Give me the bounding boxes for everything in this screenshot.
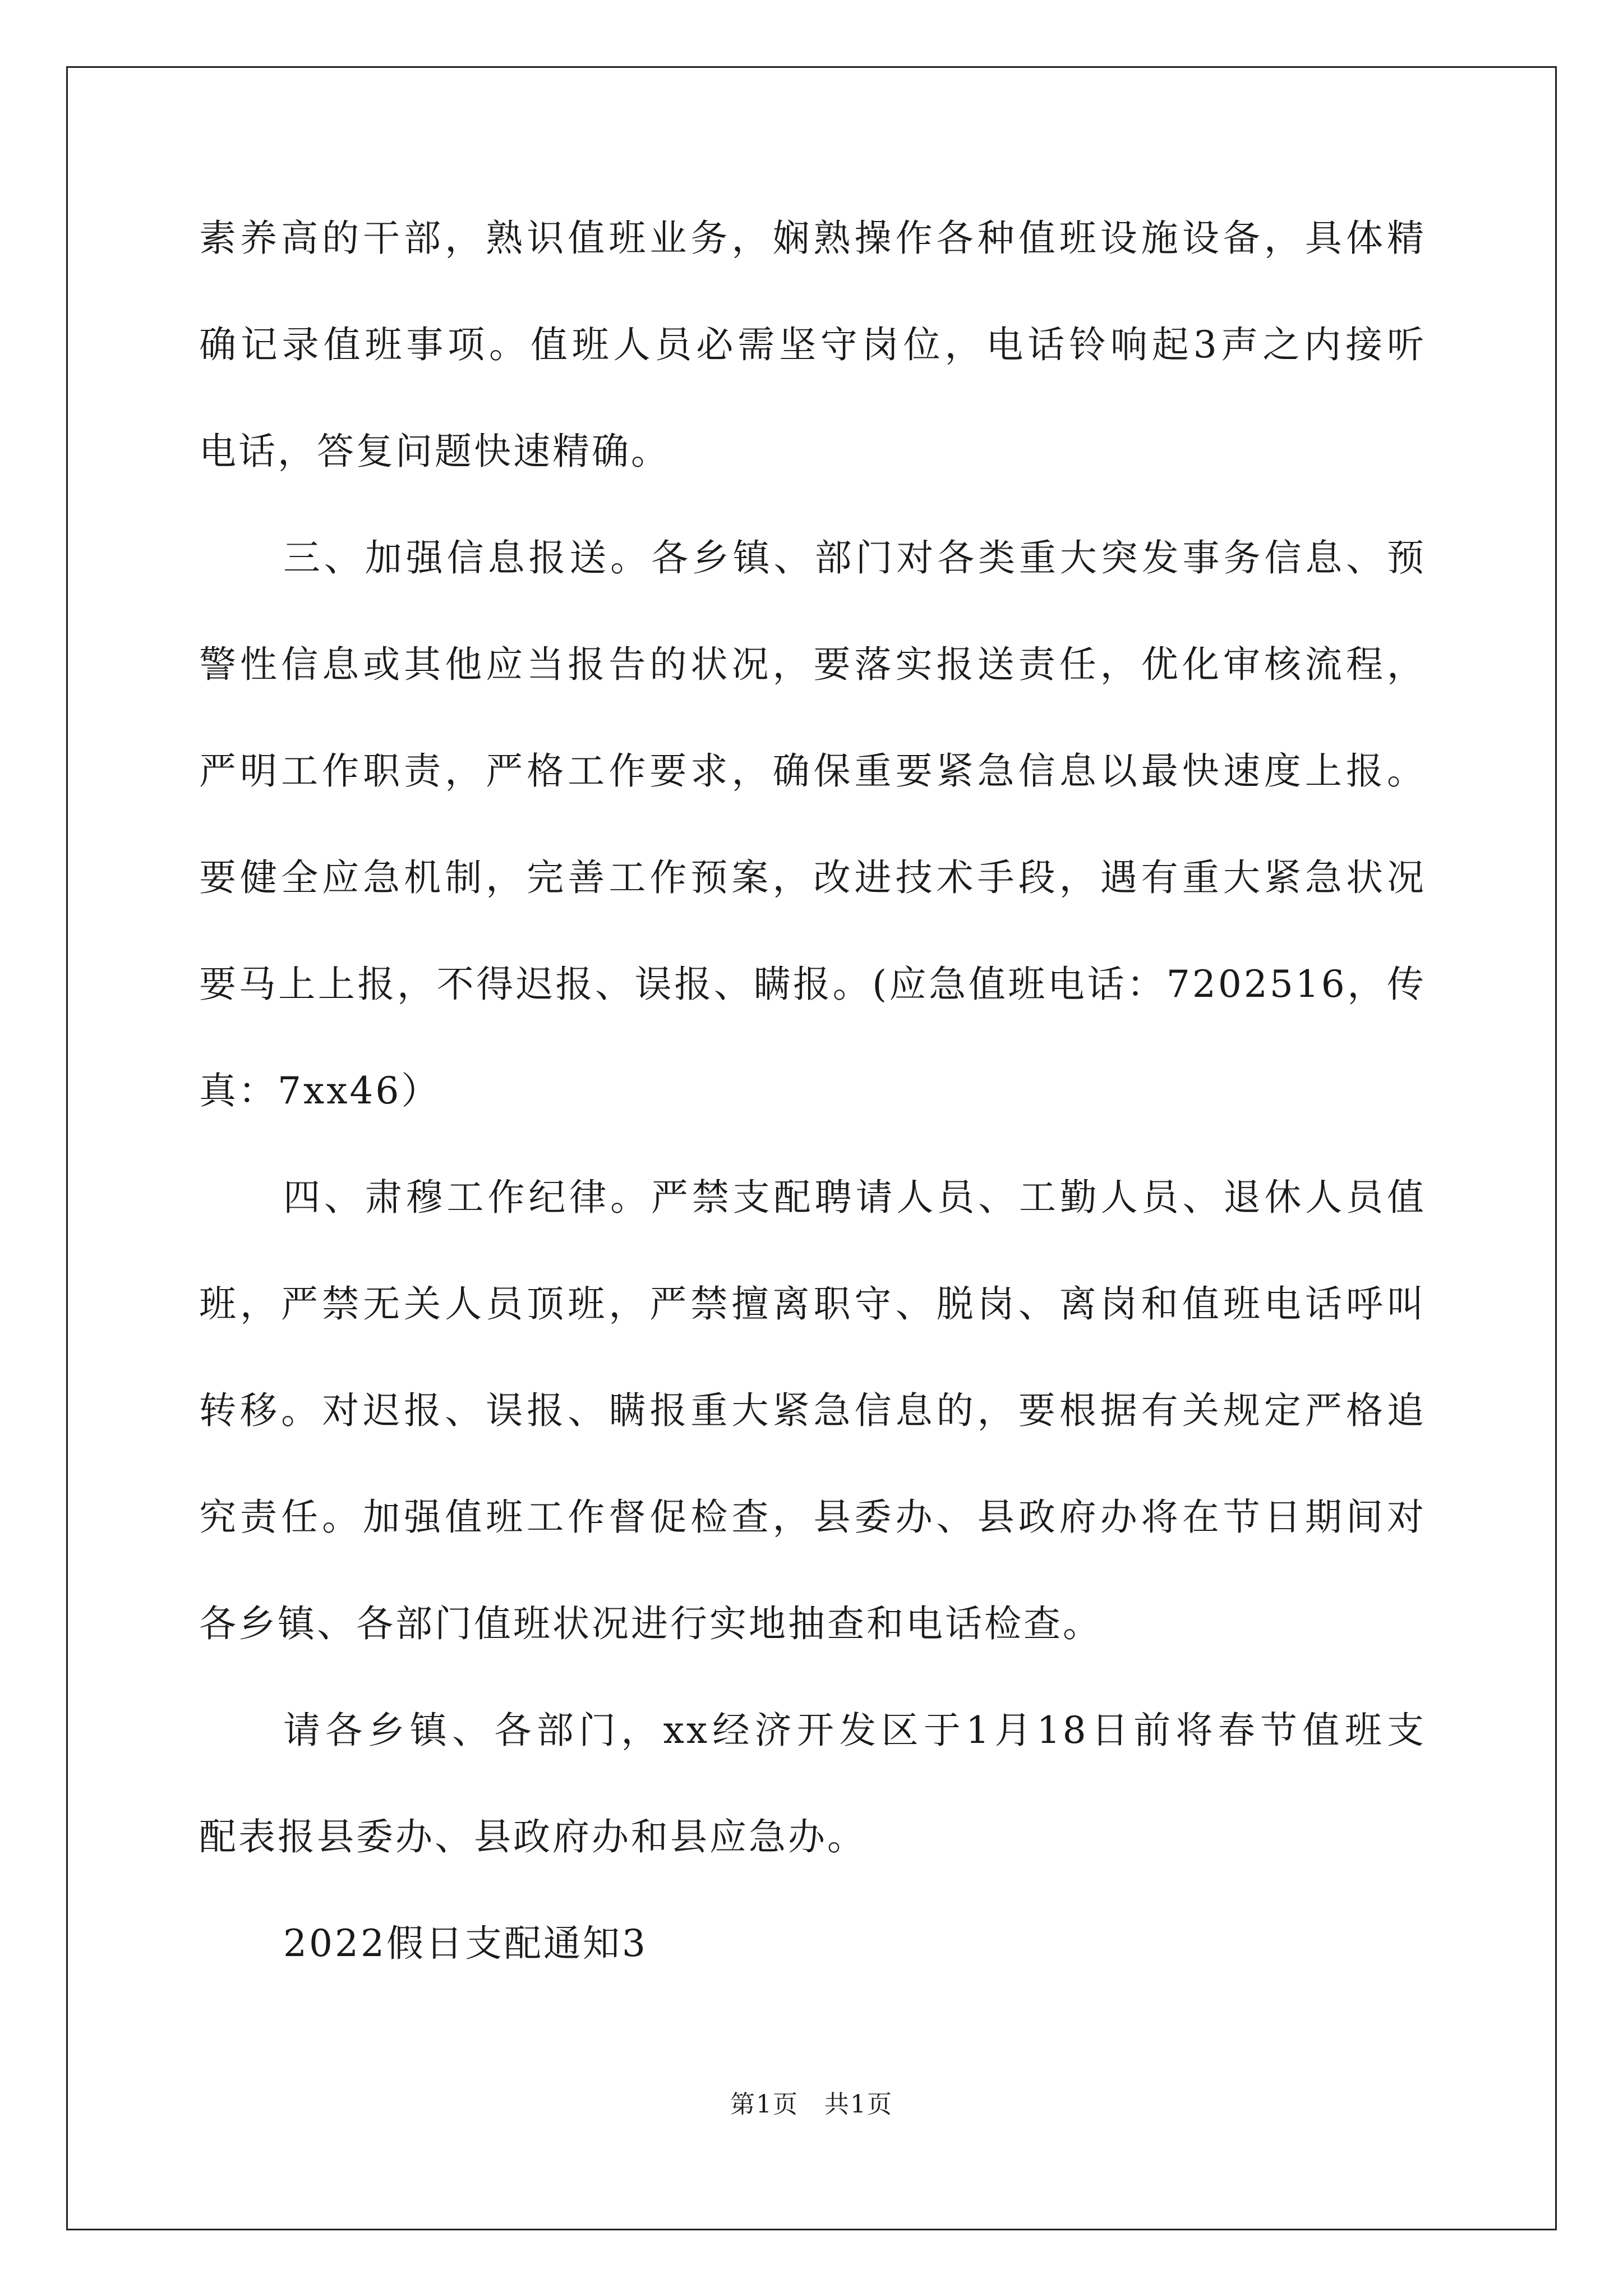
text-line: 电话，答复问题快速精确。: [199, 430, 670, 473]
page-border: [66, 66, 1557, 2230]
text-line: 警性信息或其他应当报告的状况，要落实报送责任，优化审核流程，: [199, 643, 1426, 686]
section-title: 2022假日支配通知3: [283, 1922, 648, 1965]
text-line: 要马上上报，不得迟报、误报、瞒报。(应急值班电话：7202516，传: [199, 963, 1426, 1006]
page-number-footer: 第1页 共1页: [730, 2090, 893, 2119]
paragraph-start-line: 请各乡镇、各部门，xx经济开发区于1月18日前将春节值班支: [283, 1709, 1426, 1752]
text-line: 确记录值班事项。值班人员必需坚守岗位，电话铃响起3声之内接听: [199, 323, 1426, 366]
paragraph-heading-line: 四、肃穆工作纪律。严禁支配聘请人员、工勤人员、退休人员值: [283, 1176, 1426, 1219]
text-line: 转移。对迟报、误报、瞒报重大紧急信息的，要根据有关规定严格追: [199, 1389, 1426, 1432]
text-line: 严明工作职责，严格工作要求，确保重要紧急信息以最快速度上报。: [199, 749, 1426, 793]
text-line: 究责任。加强值班工作督促检查，县委办、县政府办将在节日期间对: [199, 1496, 1426, 1539]
text-line: 配表报县委办、县政府办和县应急办。: [199, 1815, 866, 1858]
text-line: 各乡镇、各部门值班状况进行实地抽查和电话检查。: [199, 1602, 1102, 1645]
text-line: 真：7xx46）: [199, 1069, 441, 1112]
text-line: 素养高的干部，熟识值班业务，娴熟操作各种值班设施设备，具体精: [199, 217, 1426, 260]
text-line: 要健全应急机制，完善工作预案，改进技术手段，遇有重大紧急状况: [199, 856, 1426, 899]
text-line: 班，严禁无关人员顶班，严禁擅离职守、脱岗、离岗和值班电话呼叫: [199, 1282, 1426, 1326]
paragraph-heading-line: 三、加强信息报送。各乡镇、部门对各类重大突发事务信息、预: [283, 536, 1426, 579]
